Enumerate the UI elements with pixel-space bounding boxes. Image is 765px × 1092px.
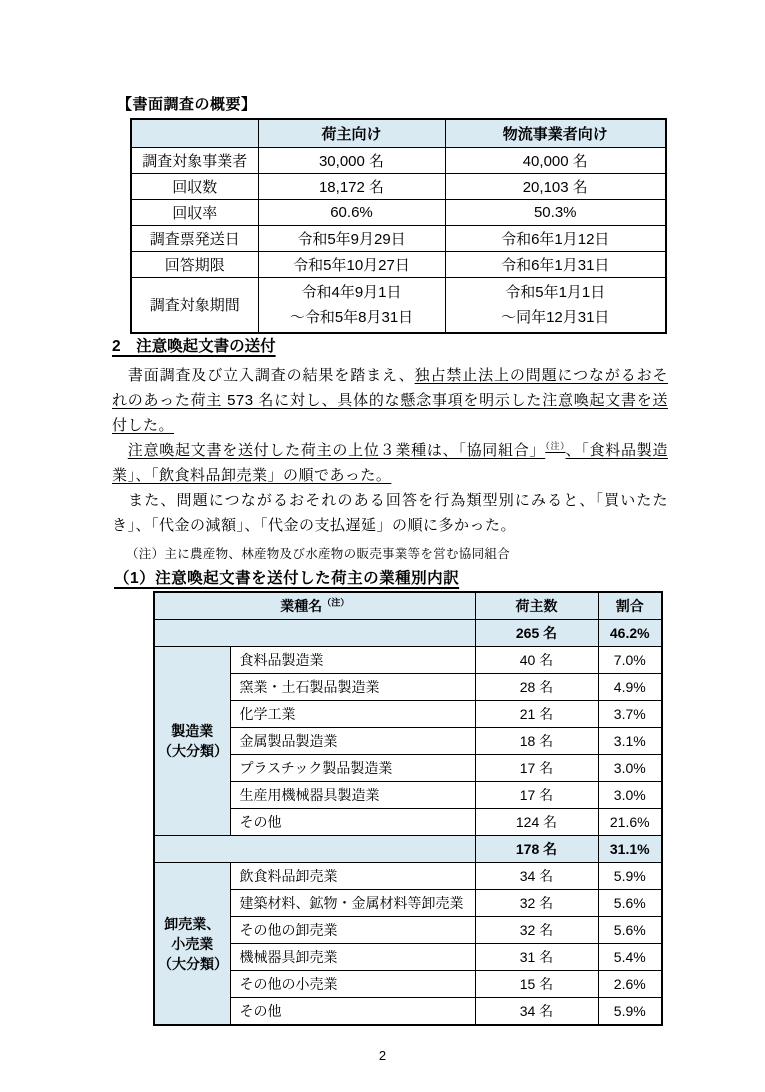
group-total-row — [154, 836, 662, 863]
overview-row — [131, 200, 666, 226]
industry-count: 17 名 — [475, 755, 598, 782]
industry-name: 化学工業 — [230, 701, 475, 728]
overview-shipper-value: 30,000 名 — [258, 148, 445, 174]
overview-header-logistics: 物流事業者向け — [445, 119, 666, 148]
group-total-share: 46.2% — [598, 620, 662, 647]
industry-row — [154, 863, 662, 890]
industry-header-label: 業種名 — [280, 598, 323, 614]
industry-count: 34 名 — [475, 998, 598, 1026]
industry-count: 31 名 — [475, 944, 598, 971]
overview-shipper-value: 令和5年10月27日 — [258, 252, 445, 278]
overview-logistics-value: 令和6年1月12日 — [445, 226, 666, 252]
breakdown-header-share: 割合 — [598, 592, 662, 620]
overview-row — [131, 226, 666, 252]
overview-shipper-value: 令和4年9月1日 ～令和5年8月31日 — [258, 278, 445, 334]
overview-logistics-value: 令和6年1月31日 — [445, 252, 666, 278]
text-segment: 独占禁止法上の問題につながるおそれのあった荷主 573 名に対し、具体的な懸念事項を明示した注意喚起文書を送付した。 — [112, 367, 668, 434]
industry-name: 建築材料、鉱物・金属材料等卸売業 — [230, 890, 475, 917]
body-paragraph — [112, 488, 668, 538]
industry-name: その他の小売業 — [230, 971, 475, 998]
industry-share: 3.0% — [598, 782, 662, 809]
industry-row — [154, 998, 662, 1026]
industry-name: 生産用機械器具製造業 — [230, 782, 475, 809]
industry-header-note-ref: （注） — [322, 597, 350, 608]
breakdown-header-row — [154, 592, 662, 620]
industry-row — [154, 728, 662, 755]
overview-shipper-value: 令和5年9月29日 — [258, 226, 445, 252]
overview-row-label: 回答期限 — [131, 252, 258, 278]
industry-name: その他 — [230, 809, 475, 836]
overview-row-label: 回収率 — [131, 200, 258, 226]
industry-row — [154, 647, 662, 674]
group-total-row — [154, 620, 662, 647]
industry-share: 3.7% — [598, 701, 662, 728]
text-segment — [112, 442, 128, 459]
overview-header-empty — [131, 119, 258, 148]
group-total-count: 265 名 — [475, 620, 598, 647]
industry-row — [154, 971, 662, 998]
overview-row-label: 調査対象期間 — [131, 278, 258, 334]
group-label: 卸売業、 小売業 （大分類） — [154, 863, 230, 1026]
overview-row-label: 調査票発送日 — [131, 226, 258, 252]
group-total-share: 31.1% — [598, 836, 662, 863]
overview-row-label: 回収数 — [131, 174, 258, 200]
overview-title: 【書面調査の概要】 — [117, 96, 257, 113]
overview-logistics-value: 令和5年1月1日 ～同年12月31日 — [445, 278, 666, 334]
industry-count: 17 名 — [475, 782, 598, 809]
overview-row — [131, 278, 666, 334]
group-total-count: 178 名 — [475, 836, 598, 863]
overview-logistics-value: 20,103 名 — [445, 174, 666, 200]
industry-count: 124 名 — [475, 809, 598, 836]
industry-count: 40 名 — [475, 647, 598, 674]
industry-name: 金属製品製造業 — [230, 728, 475, 755]
industry-share: 3.1% — [598, 728, 662, 755]
overview-row — [131, 174, 666, 200]
industry-count: 28 名 — [475, 674, 598, 701]
overview-header-shipper: 荷主向け — [258, 119, 445, 148]
overview-logistics-value: 50.3% — [445, 200, 666, 226]
industry-row — [154, 701, 662, 728]
industry-name: その他 — [230, 998, 475, 1026]
overview-table-body — [131, 148, 666, 334]
note-ref: （注） — [545, 441, 566, 451]
industry-share: 5.6% — [598, 917, 662, 944]
industry-share: 5.6% — [598, 890, 662, 917]
overview-header-row — [131, 119, 666, 148]
industry-name: 機械器具卸売業 — [230, 944, 475, 971]
group-total-spacer — [154, 620, 475, 647]
industry-name: その他の卸売業 — [230, 917, 475, 944]
industry-row — [154, 917, 662, 944]
industry-share: 5.9% — [598, 863, 662, 890]
section2-heading: 2 注意喚起文書の送付 — [112, 338, 276, 355]
industry-count: 34 名 — [475, 863, 598, 890]
footnote: （注）主に農産物、林産物及び水産物の販売事業等を営む協同組合 — [126, 547, 511, 561]
industry-share: 5.9% — [598, 998, 662, 1026]
group-label: 製造業 （大分類） — [154, 647, 230, 836]
overview-shipper-value: 60.6% — [258, 200, 445, 226]
overview-row-label: 調査対象事業者 — [131, 148, 258, 174]
industry-row — [154, 809, 662, 836]
page-number: 2 — [378, 1048, 387, 1063]
section2 — [112, 334, 668, 562]
breakdown-heading: （1）注意喚起文書を送付した荷主の業種別内訳 — [114, 570, 460, 587]
body-paragraph — [112, 438, 668, 488]
industry-share: 2.6% — [598, 971, 662, 998]
industry-name: 食料品製造業 — [230, 647, 475, 674]
overview-row — [131, 252, 666, 278]
industry-row — [154, 755, 662, 782]
industry-share: 5.4% — [598, 944, 662, 971]
industry-row — [154, 782, 662, 809]
industry-share: 7.0% — [598, 647, 662, 674]
industry-count: 15 名 — [475, 971, 598, 998]
industry-name: プラスチック製品製造業 — [230, 755, 475, 782]
industry-share: 3.0% — [598, 755, 662, 782]
industry-row — [154, 890, 662, 917]
industry-count: 18 名 — [475, 728, 598, 755]
body-paragraph — [112, 363, 668, 438]
breakdown-header-count: 荷主数 — [475, 592, 598, 620]
overview-table — [130, 118, 667, 334]
overview-logistics-value: 40,000 名 — [445, 148, 666, 174]
industry-name: 飲食料品卸売業 — [230, 863, 475, 890]
section2-paragraphs — [112, 363, 668, 538]
overview-row — [131, 148, 666, 174]
text-segment: また、問題につながるおそれのある回答を行為類型別にみると、「買いたたき」、「代金の減額」、「代金の支払遅延」の順に多かった。 — [112, 492, 668, 534]
industry-share: 21.6% — [598, 809, 662, 836]
industry-share: 4.9% — [598, 674, 662, 701]
industry-row — [154, 674, 662, 701]
industry-name: 窯業・土石製品製造業 — [230, 674, 475, 701]
text-segment: 書面調査及び立入調査の結果を踏まえ、 — [112, 367, 415, 384]
text-segment: 注意喚起文書を送付した荷主の上位３業種は、「協同組合」 — [127, 442, 546, 459]
text-segment: 、「食料品製造業」、「飲食料品卸売業」の順であった。 — [112, 442, 668, 484]
breakdown-table-body — [154, 620, 662, 1026]
breakdown-table — [153, 591, 663, 1026]
industry-count: 32 名 — [475, 917, 598, 944]
breakdown-header-industry — [154, 592, 475, 620]
industry-row — [154, 944, 662, 971]
overview-shipper-value: 18,172 名 — [258, 174, 445, 200]
industry-count: 32 名 — [475, 890, 598, 917]
industry-count: 21 名 — [475, 701, 598, 728]
group-total-spacer — [154, 836, 475, 863]
